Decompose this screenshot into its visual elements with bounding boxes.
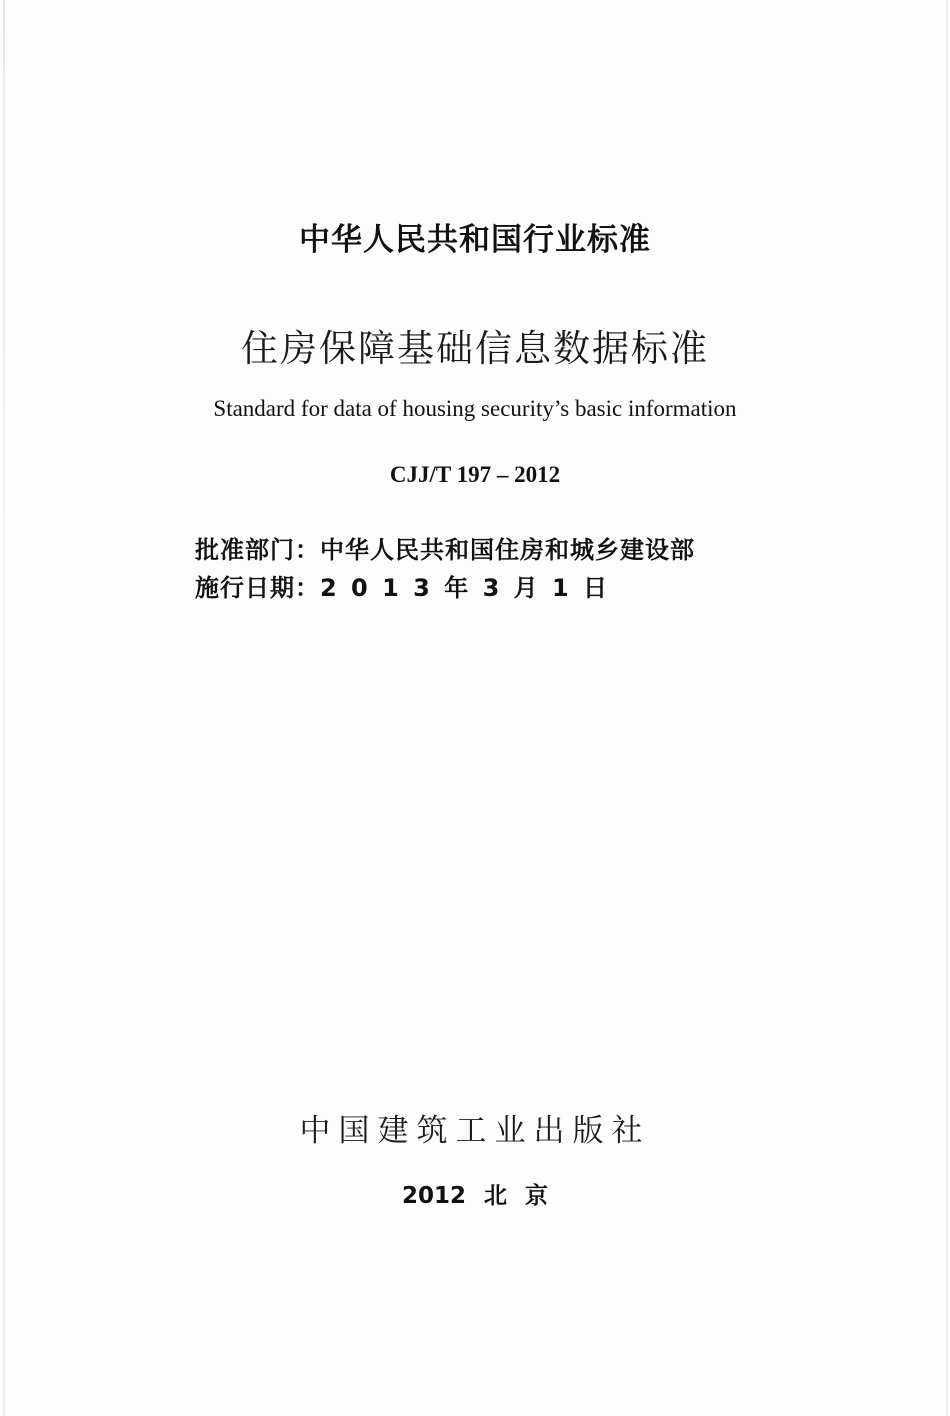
publication-year-place: 2012 北 京 xyxy=(401,1183,549,1209)
standard-code: CJJ/T 197 – 2012 xyxy=(389,462,561,487)
effective-date: 施行日期：2 0 1 3 年 3 月 1 日 xyxy=(195,574,609,602)
title-chinese: 住房保障基础信息数据标准 xyxy=(241,327,709,370)
approving-department: 批准部门：中华人民共和国住房和城乡建设部 xyxy=(195,536,695,564)
publisher-name: 中国建筑工业出版社 xyxy=(299,1113,651,1149)
standard-class-heading: 中华人民共和国行业标准 xyxy=(299,222,651,258)
title-english: Standard for data of housing security’s basic information xyxy=(213,396,737,421)
